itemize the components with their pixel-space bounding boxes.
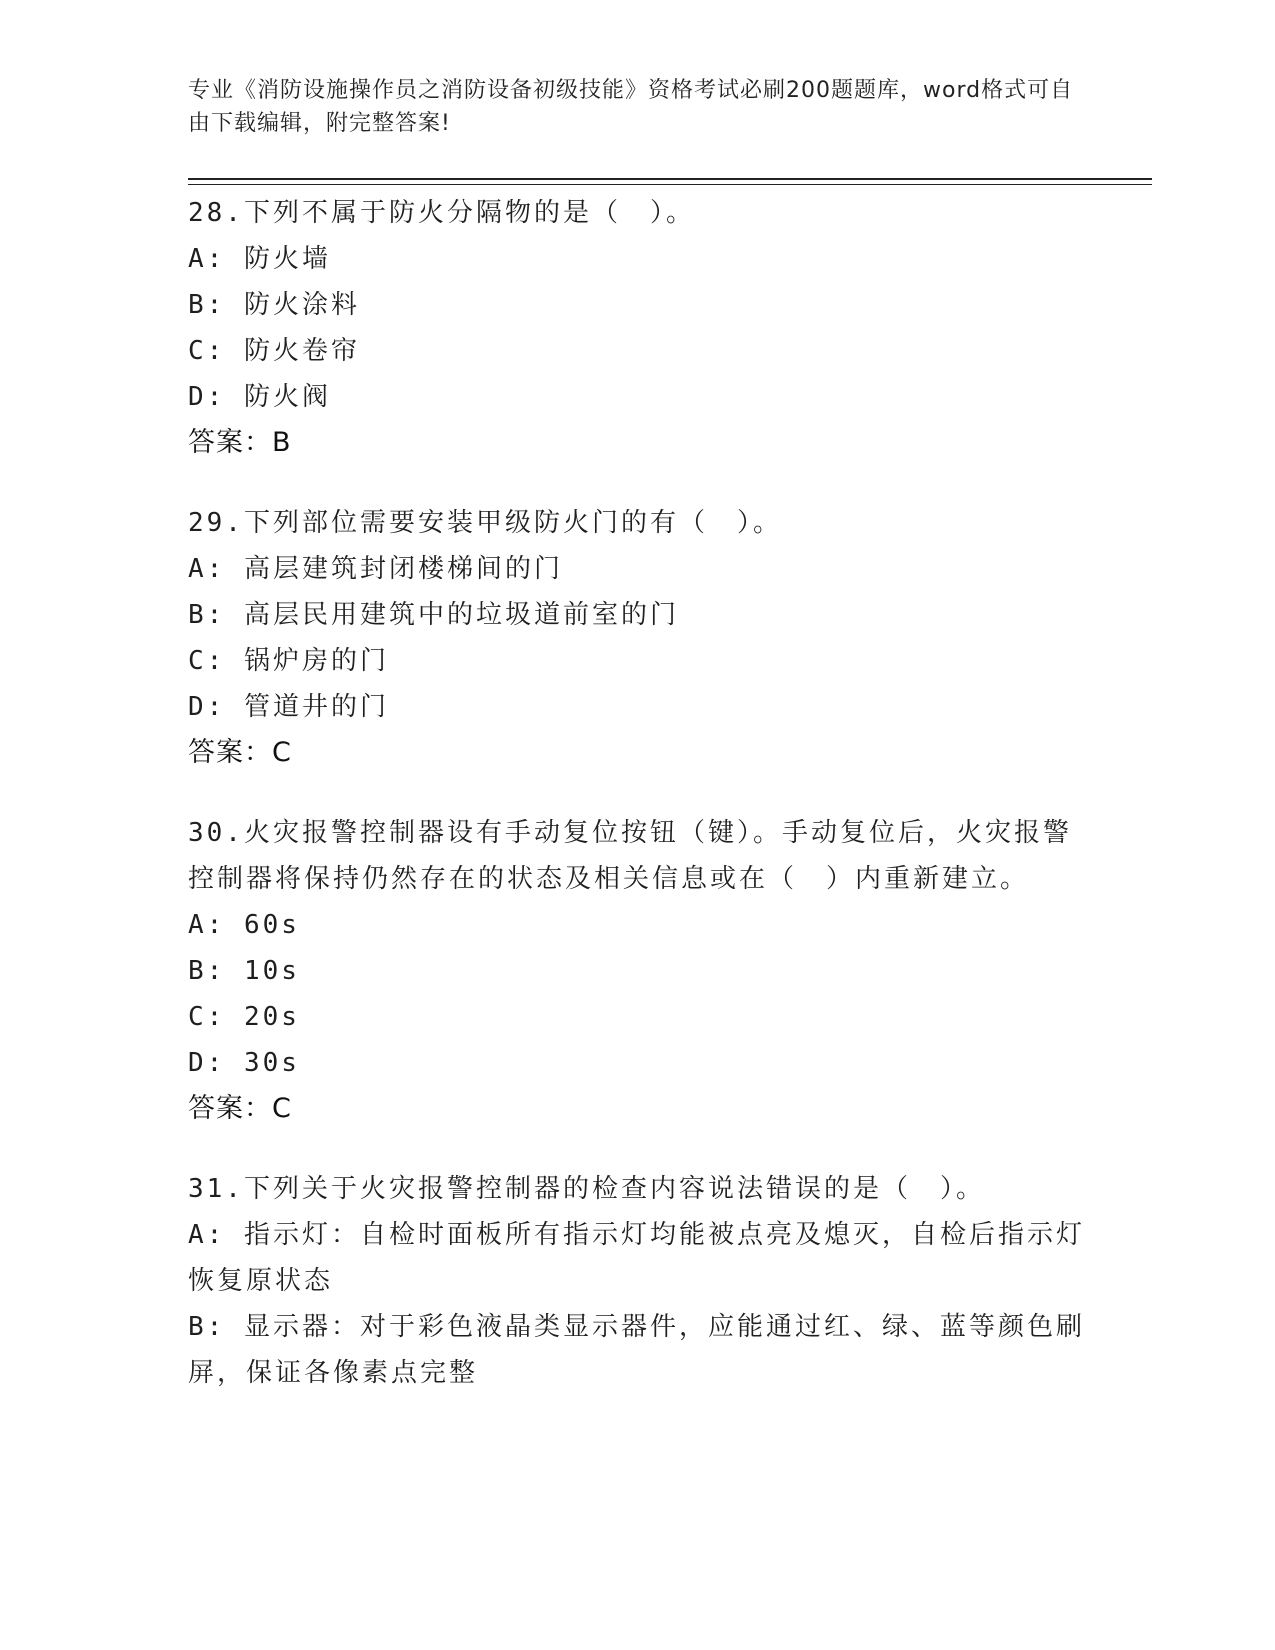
option-b: B: 防火涂料 xyxy=(188,290,360,320)
question-stem: 29.下列部位需要安装甲级防火门的有（ ）。 xyxy=(188,508,782,538)
question-30 xyxy=(188,810,1088,1132)
option-b: B: 高层民用建筑中的垃圾道前室的门 xyxy=(188,600,679,630)
option-a: A: 60s xyxy=(188,910,300,940)
question-29 xyxy=(188,500,1088,776)
option-d: D: 管道井的门 xyxy=(188,692,389,722)
answer: 答案：C xyxy=(188,1093,292,1124)
header-rule-thick xyxy=(188,178,1152,180)
header-rule-thin xyxy=(188,184,1152,185)
question-28 xyxy=(188,190,1088,466)
option-c: C: 20s xyxy=(188,1002,300,1032)
question-31 xyxy=(188,1166,1088,1396)
option-b: B: 10s xyxy=(188,956,300,986)
option-a: A: 高层建筑封闭楼梯间的门 xyxy=(188,554,563,584)
option-d: D: 30s xyxy=(188,1048,300,1078)
option-a: A: 指示灯：自检时面板所有指示灯均能被点亮及熄灭，自检后指示灯恢复原状态 xyxy=(188,1220,1085,1296)
answer: 答案：B xyxy=(188,427,292,458)
page-header: 专业《消防设施操作员之消防设备初级技能》资格考试必刷200题题库，word格式可自由下载编辑，附完整答案! xyxy=(188,78,1074,136)
option-b: B: 显示器：对于彩色液晶类显示器件，应能通过红、绿、蓝等颜色刷屏，保证各像素点完整 xyxy=(188,1312,1085,1388)
question-list xyxy=(188,190,1088,1430)
question-stem: 31.下列关于火灾报警控制器的检查内容说法错误的是（ ）。 xyxy=(188,1174,985,1204)
option-c: C: 锅炉房的门 xyxy=(188,646,389,676)
question-stem: 30.火灾报警控制器设有手动复位按钮（键）。手动复位后，火灾报警控制器将保持仍然存在的状态及相关信息或在（ ）内重新建立。 xyxy=(188,818,1072,894)
question-stem: 28.下列不属于防火分隔物的是（ ）。 xyxy=(188,198,695,228)
option-d: D: 防火阀 xyxy=(188,382,331,412)
option-c: C: 防火卷帘 xyxy=(188,336,360,366)
option-a: A: 防火墙 xyxy=(188,244,331,274)
answer: 答案：C xyxy=(188,737,292,768)
